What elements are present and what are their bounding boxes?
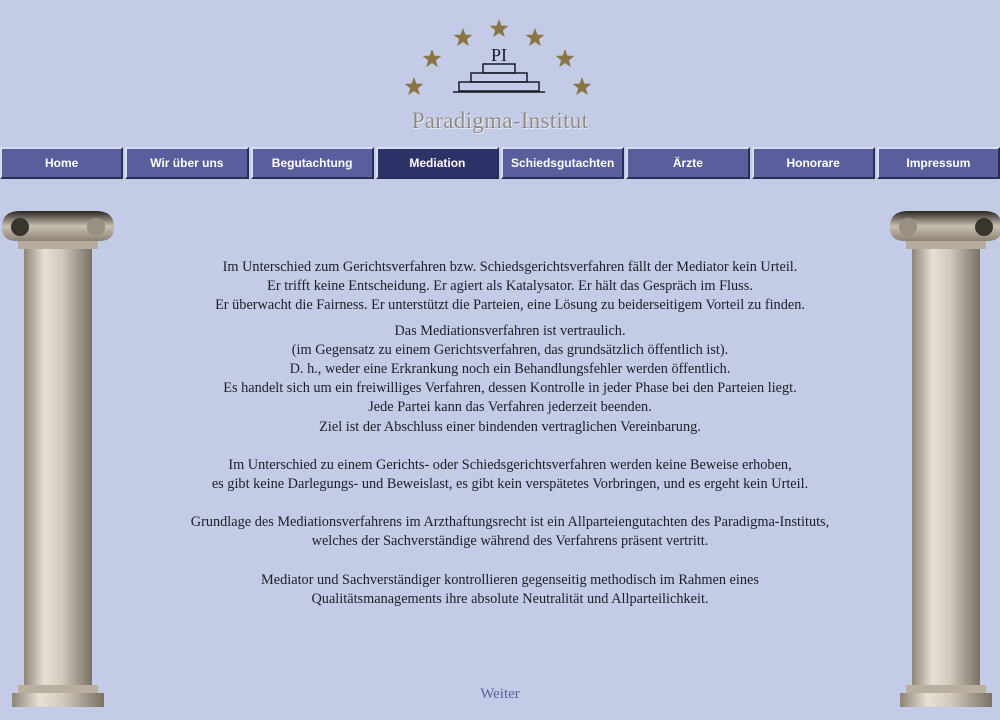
text-line: Er trifft keine Entscheidung. Er agiert als Katalysator. Er hält das Gespräch im Fluss. [267,278,753,295]
main-content [130,258,890,609]
paragraph-2 [130,322,890,437]
star-icon [405,77,424,95]
right-column-image [888,205,1000,710]
text-line: Im Unterschied zu einem Gerichts- oder Schiedsgerichtsverfahren werden keine Beweise erhoben, [228,456,792,473]
paragraph-5 [130,571,890,609]
text-line: Jede Partei kann das Verfahren jederzeit beenden. [368,399,652,416]
star-icon [490,19,509,37]
star-icon [573,77,592,95]
text-line: Er überwacht die Fairness. Er unterstützt die Parteien, eine Lösung zu beiderseitigem Vorteil zu finden. [215,297,805,314]
nav-item-impressum[interactable]: Impressum [877,147,1000,179]
logo-name: Paradigma-Institut [411,108,589,133]
nav-item-aerzte[interactable]: Ärzte [626,147,749,179]
star-icon [423,49,442,67]
text-line: welches der Sachverständige während des Verfahrens präsent vertritt. [311,533,709,550]
text-line: Qualitätsmanagements ihre absolute Neutralität und Allparteilichkeit. [311,590,709,607]
logo-initials: PI [490,45,508,65]
nav-item-schiedsgutachten[interactable]: Schiedsgutachten [501,147,624,179]
weiter-link[interactable]: Weiter [480,686,520,702]
text-line: D. h., weder eine Erkrankung noch ein Behandlungsfehler werden öffentlich. [289,361,731,378]
nav-item-honorare[interactable]: Honorare [752,147,875,179]
text-line: (im Gegensatz zu einem Gerichtsverfahren, das grundsätzlich öffentlich ist). [291,341,729,358]
paragraph-4 [130,513,890,551]
logo-emblem [395,12,605,107]
text-line: Im Unterschied zum Gerichtsverfahren bzw. Schiedsgerichtsverfahren fällt der Mediator kein Urteil. [222,259,798,275]
star-icon [454,28,473,46]
text-line: Mediator und Sachverständiger kontrollieren gegenseitig methodisch im Rahmen eines [261,571,759,588]
steps-icon [453,64,545,92]
main-nav [0,147,1000,183]
star-icon [526,28,545,46]
left-column-image [0,205,118,710]
nav-item-home[interactable]: Home [0,147,123,179]
text-line: es gibt keine Darlegungs- und Beweislast, es gibt kein verspätetes Vorbringen, und es ergeht kein Urteil. [211,476,809,493]
nav-item-mediation[interactable]: Mediation [376,147,499,179]
text-line: Es handelt sich um ein freiwilliges Verfahren, dessen Kontrolle in jeder Phase bei den Parteien liegt. [223,380,797,397]
logo [0,0,1000,145]
text-line: Das Mediationsverfahren ist vertraulich. [394,322,626,339]
paragraph-1 [130,258,890,316]
nav-item-begutachtung[interactable]: Begutachtung [251,147,374,179]
nav-item-wir-ueber-uns[interactable]: Wir über uns [125,147,248,179]
paragraph-3 [130,456,890,494]
text-line: Ziel ist der Abschluss einer bindenden vertraglichen Vereinbarung. [319,418,701,435]
star-icon [556,49,575,67]
text-line: Grundlage des Mediationsverfahrens im Arzthaftungsrecht ist ein Allparteiengutachten des Paradigma-Instituts, [190,514,830,531]
